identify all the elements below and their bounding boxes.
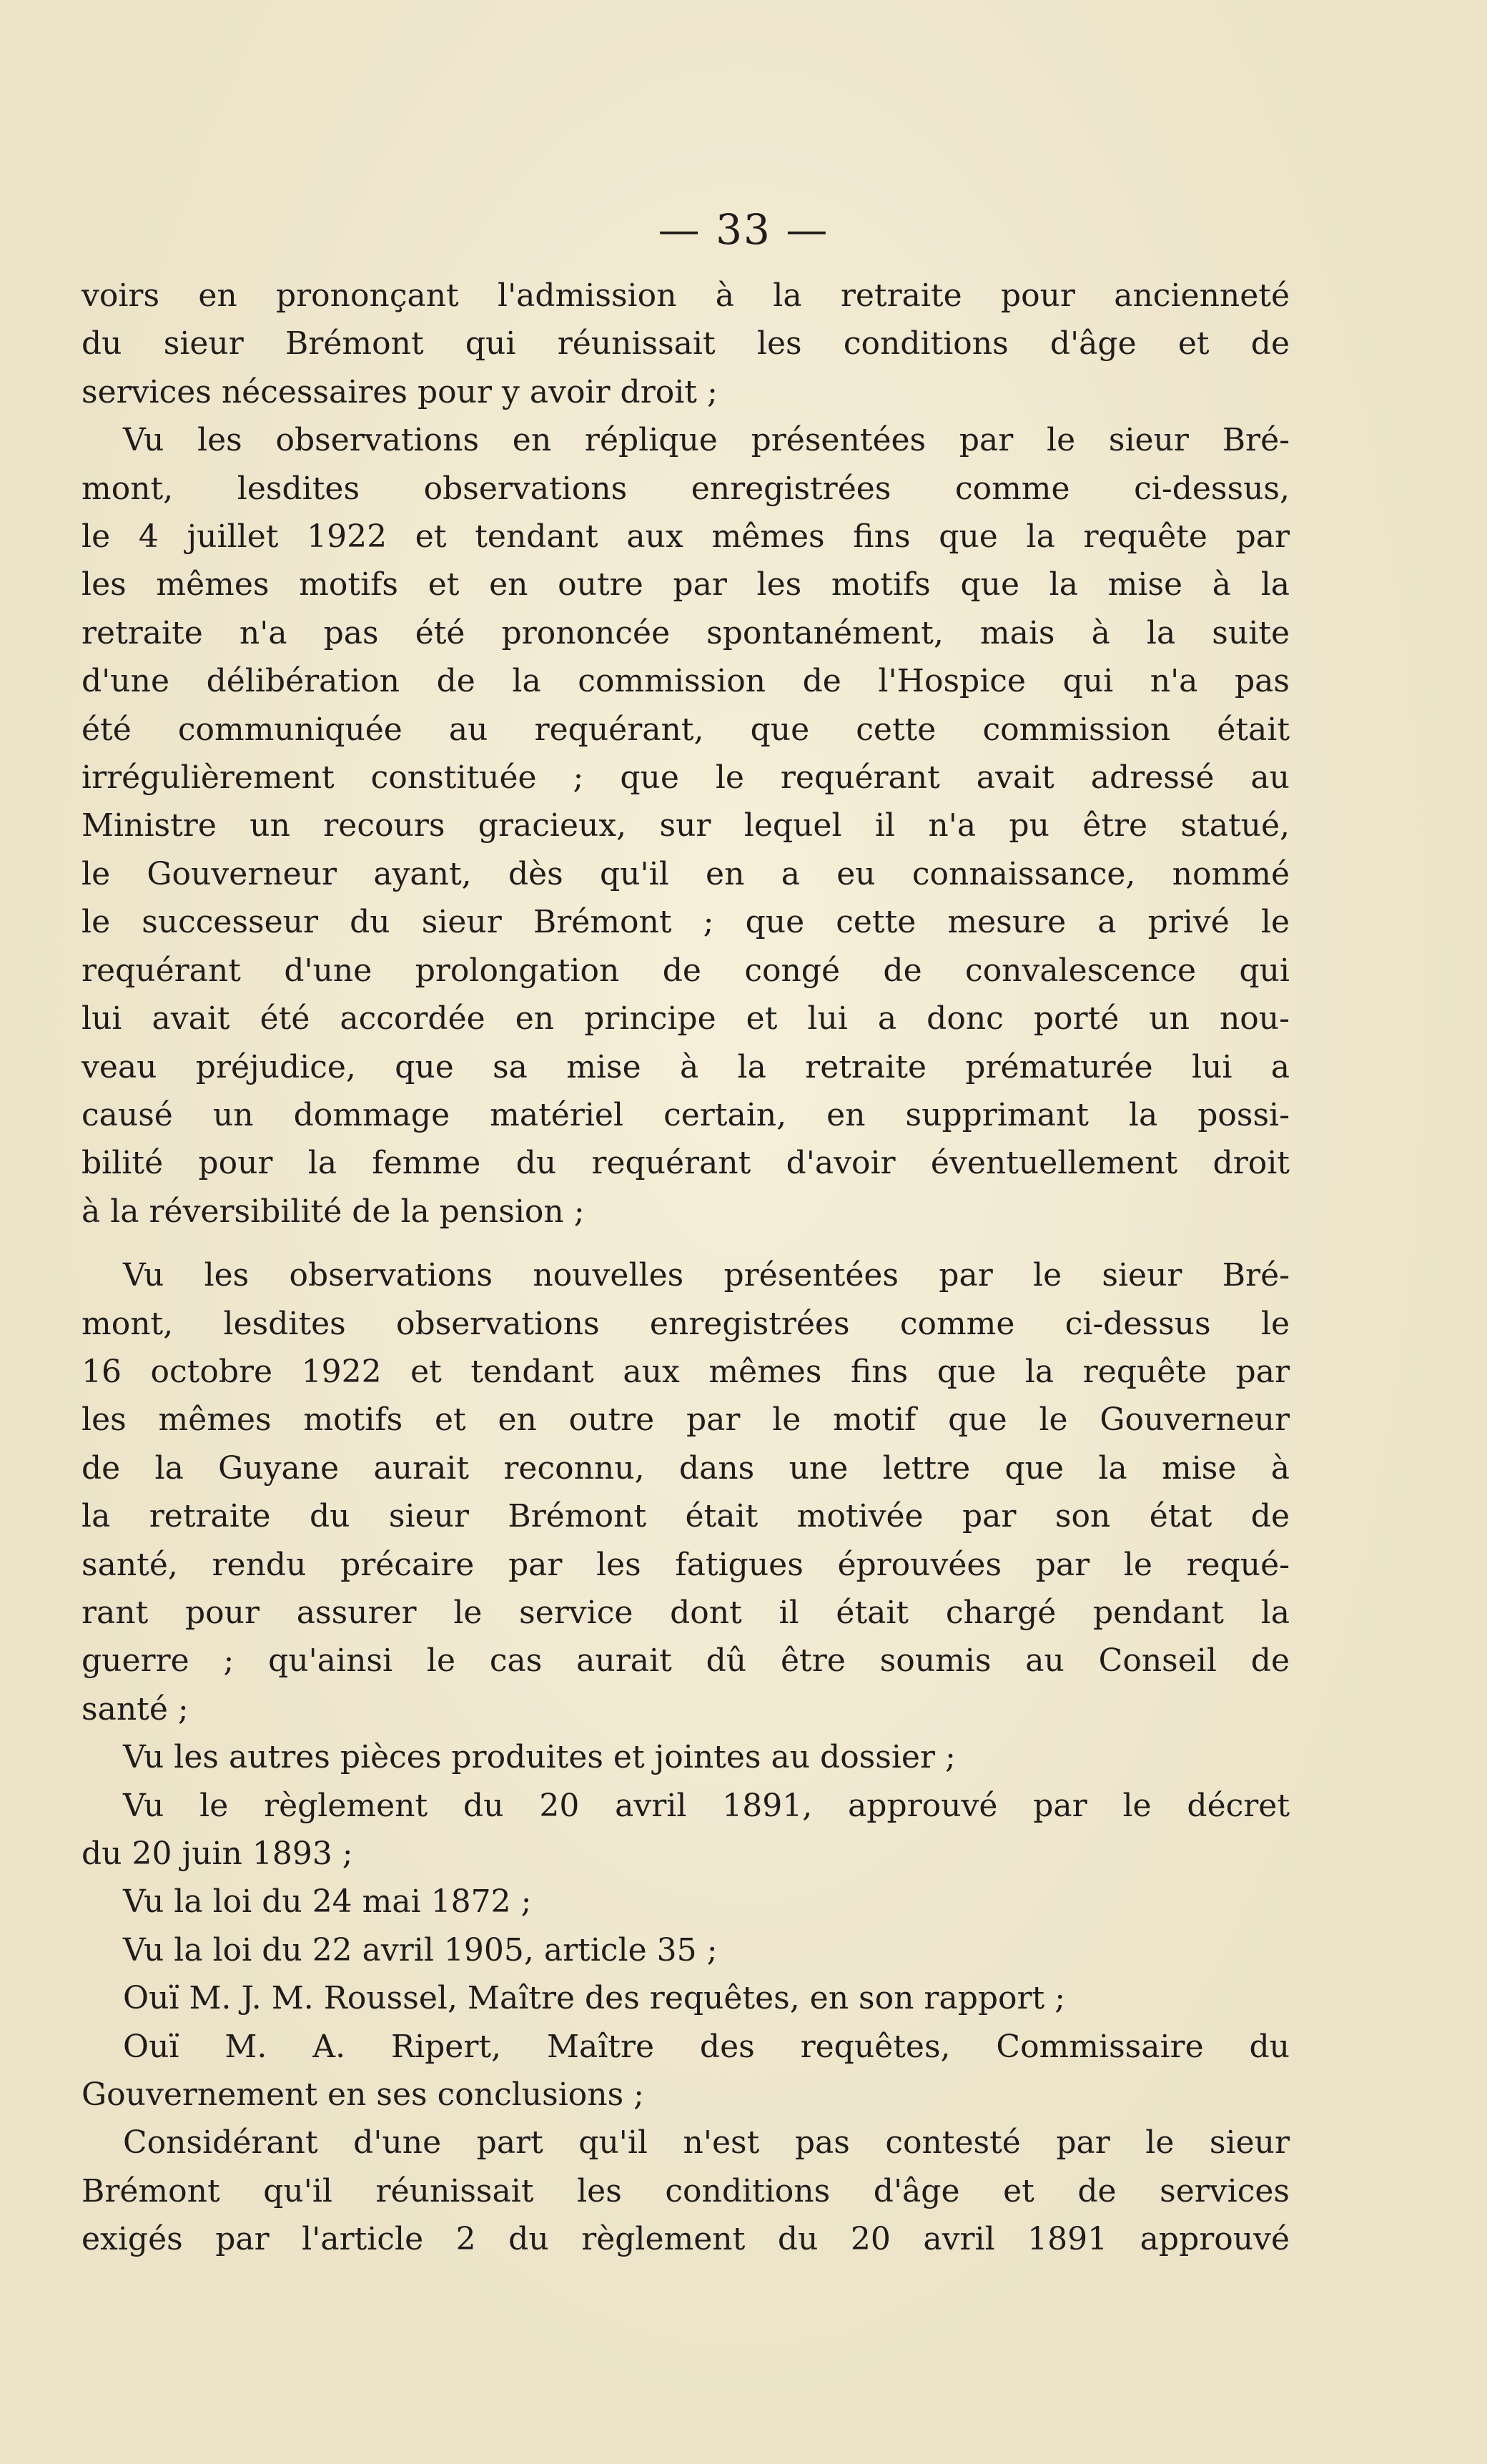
text-line: rant pour assurer le service dont il était chargé pendant la [81, 1594, 1290, 1631]
paragraph-nouvelles-observations [81, 1251, 1290, 1733]
text-line: santé, rendu précaire par les fatigues éprouvées par le requé- [81, 1546, 1290, 1583]
text-line: causé un dommage matériel certain, en supprimant la possi- [81, 1096, 1290, 1133]
text-line: guerre ; qu'ainsi le cas aurait dû être soumis au Conseil de [81, 1642, 1290, 1680]
text-line: Ouï M. J. M. Roussel, Maître des requêtes, en son rapport ; [123, 1980, 1066, 2017]
body-text [81, 272, 1290, 2264]
text-line: le Gouverneur ayant, dès qu'il en a eu connaissance, nommé [81, 855, 1290, 892]
text-line: été communiquée au requérant, que cette commission était [81, 711, 1290, 748]
text-line: exigés par l'article 2 du règlement du 20 avril 1891 approuvé [81, 2221, 1290, 2258]
paragraph-considerant [81, 2119, 1290, 2263]
paragraph-rapport [81, 1974, 1290, 2022]
text-line: Vu les observations nouvelles présentées par le sieur Bré- [123, 1257, 1290, 1294]
text-line: Vu les observations en réplique présentées par le sieur Bré- [123, 422, 1290, 459]
paragraph-loi-1905 [81, 1926, 1290, 1974]
text-line: du 20 juin 1893 ; [81, 1835, 353, 1872]
text-line: 16 octobre 1922 et tendant aux mêmes fins que la requête par [81, 1353, 1290, 1390]
paragraph-reglement [81, 1782, 1290, 1878]
text-line: Vu les autres pièces produites et jointes au dossier ; [123, 1739, 956, 1776]
text-line: à la réversibilité de la pension ; [81, 1193, 585, 1230]
text-line: santé ; [81, 1690, 189, 1728]
text-line: le successeur du sieur Brémont ; que cette mesure a privé le [81, 904, 1290, 941]
paragraph-conclusions [81, 2023, 1290, 2119]
text-line: services nécessaires pour y avoir droit ; [81, 373, 718, 410]
text-line: les mêmes motifs et en outre par les motifs que la mise à la [81, 566, 1290, 603]
paragraph-continuation [81, 272, 1290, 416]
text-line: Vu la loi du 22 avril 1905, article 35 ; [123, 1931, 718, 1968]
text-line: les mêmes motifs et en outre par le motif que le Gouverneur [81, 1401, 1290, 1439]
text-line: la retraite du sieur Brémont était motivée par son état de [81, 1498, 1290, 1535]
text-line: Ouï M. A. Ripert, Maître des requêtes, Commissaire du [123, 2028, 1290, 2065]
text-line: le 4 juillet 1922 et tendant aux mêmes fins que la requête par [81, 518, 1290, 556]
text-line: Brémont qu'il réunissait les conditions d'âge et de services [81, 2172, 1290, 2209]
text-line: de la Guyane aurait reconnu, dans une lettre que la mise à [81, 1449, 1290, 1487]
page-number: — 33 — [658, 205, 829, 254]
text-line: mont, lesdites observations enregistrées comme ci-dessus le [81, 1305, 1290, 1342]
text-line: du sieur Brémont qui réunissait les conditions d'âge et de [81, 325, 1290, 363]
paragraph-loi-1872 [81, 1878, 1290, 1926]
text-line: lui avait été accordée en principe et lui a donc porté un nou- [81, 1000, 1290, 1038]
text-line: voirs en prononçant l'admission à la retraite pour ancienneté [81, 277, 1290, 314]
text-line: bilité pour la femme du requérant d'avoir éventuellement droit [81, 1145, 1290, 1182]
text-line: Considérant d'une part qu'il n'est pas contesté par le sieur [123, 2124, 1290, 2162]
text-line: requérant d'une prolongation de congé de convalescence qui [81, 952, 1290, 989]
text-line: Vu la loi du 24 mai 1872 ; [123, 1883, 532, 1921]
text-line: Gouvernement en ses conclusions ; [81, 2076, 644, 2114]
text-line: Vu le règlement du 20 avril 1891, approuvé par le décret [123, 1787, 1290, 1824]
paragraph-replique [81, 416, 1290, 1236]
text-line: Ministre un recours gracieux, sur lequel il n'a pu être statué, [81, 807, 1290, 844]
text-line: mont, lesdites observations enregistrées comme ci-dessus, [81, 470, 1290, 507]
text-line: retraite n'a pas été prononcée spontanément, mais à la suite [81, 614, 1290, 651]
text-line: veau préjudice, que sa mise à la retraite prématurée lui a [81, 1048, 1290, 1085]
text-line: irrégulièrement constituée ; que le requérant avait adressé au [81, 759, 1290, 797]
paragraph-autres-pieces [81, 1733, 1290, 1781]
text-line: d'une délibération de la commission de l'Hospice qui n'a pas [81, 663, 1290, 700]
